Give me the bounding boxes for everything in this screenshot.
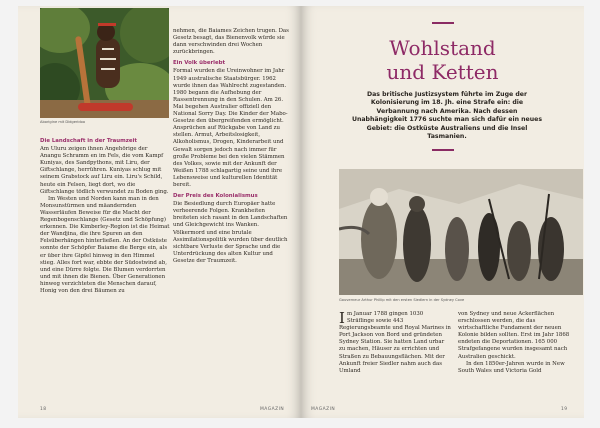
title-rule-bottom bbox=[432, 149, 454, 151]
paragraph: Im Westen und Norden kann man in den Monsunstürmen und mäandernden Wasserläufen Beweise für die Macht der Regenbogenschlange (Gesetz und Schöpfung) erkennen. Die Kimberley-Region ist die Heimat der Wandjina, die ihre Spuren an den Felsüberhängen hinterließen. An der Ostküste sonnte der Schöpfer Baiame die Berge ein, als er über ihre Gipfel hinweg in den Himmel stieg. Alles fort war, ebbte der Südostwind ab, und eine Dürre folgte. Die Blumen verdorrten und mit ihnen die Bienen. Über Generationen hinweg verzichteten die Menschen darauf, Honig von den drei Bäumen zu bbox=[40, 195, 170, 294]
right-page bbox=[301, 6, 584, 418]
section-heading: Der Preis des Kolonialismus bbox=[173, 193, 258, 200]
title-rule-top bbox=[432, 22, 454, 24]
section-heading: Ein Volk überlebt bbox=[173, 60, 226, 67]
paragraph: m Januar 1788 gingen 1030 Sträflinge sowie 443 Regierungsbeamte und Royal Marines in Port Jackson von Bord und gründeten Sydney Station. Sie hatten Land urbar zu machen, Häuser zu errichten und Straßen zu Bebauungsflächen. Mit der Ankunft freier Siedler nahm auch das Umland bbox=[339, 311, 451, 374]
aborigine-didgeridoo-photo bbox=[40, 8, 169, 118]
article-lead: Das britische Justizsystem führte im Zuge der Kolonisierung im 18. Jh. eine Strafe ein: die Verbannung nach Amerika. Nach dessen Unabhängigkeit 1776 suchte man sich dafür ein neues Gebiet: die Ostküste Australiens und die Insel Tasmanien. bbox=[351, 91, 543, 141]
paragraph: von Sydney und neue Ackerflächen erschlossen werden, die das wirtschaftliche Fundament der neuen Kolonie bilden sollten. Erst im Jahr 1868 endeten die Deportationen. 165 000 Strafgefangene wurden insgesamt nach Australien geschickt. bbox=[458, 311, 570, 360]
historical-engraving bbox=[339, 169, 583, 295]
drop-cap: I bbox=[339, 309, 345, 327]
photo-caption: Gouverneur Arthur Phillip mit den ersten Siedlern in der Sydney Cove bbox=[339, 298, 465, 302]
paragraph: nehmen, die Baiames Zeichen trugen. Das Gesetz besagt, das Bienenvolk würde sie dann verschwinden drei Wochen zurückbringen. bbox=[173, 28, 289, 56]
right-column-2 bbox=[458, 311, 576, 375]
paragraph: Die Besiedlung durch Europäer hatte verheerende Folgen. Krankheiten breiteten sich rasant in den Landschaften und Gleichgewicht ins Wanken. Völkermord und eine brutale Assimilationspolitik wurden über deutlich sichtbare Verluste der Sprache und die Unterdrückung des alten Kultur und Gesetze der Traumzeit. bbox=[173, 201, 288, 264]
photo-caption: Aborigine mit Didgeridoo bbox=[40, 120, 86, 124]
paragraph: Formal wurden die Ureinwohner im Jahr 1949 australische Staatsbürger. 1962 wurde ihnen das Wahlrecht zugestanden. 1980 begann die Aufhebung der Rassentrennung in den Schulen. Am 26. Mai begehen Australier offiziell den National Sorry Day. Die Kinder der Mabo-Gesetze den übergreifenden ermöglicht. Ansprüchen auf Rückgabe von Land zu stellen. Armut, Arbeitslosigkeit, Alkoholismus, Drogen, Kinderarbeit und Gewalt sorgen jedoch nach immer für große Probleme bei den vielen Stämmen des Volkes, sowie mit der Ankunft der Weißen 1788 schlagartig seine und ihre Lebensweise und kulturellen Identität bereit. bbox=[173, 68, 288, 188]
page-number: 18 bbox=[40, 407, 47, 412]
page-number: 19 bbox=[561, 407, 568, 412]
left-column-2 bbox=[173, 28, 291, 265]
paragraph: In den 1850er-Jahren wurde in New South Wales und Victoria Gold bbox=[458, 360, 565, 374]
footer-label: MAGAZIN bbox=[260, 407, 285, 412]
paragraph: Am Uluru zeigen ihnen Angehörige der Anangu Schramm en im Fels, die vom Kampf Kuniyas, des Sandpythons, mit Liru, der Giftschlange, herrühren. Kuniyas schlug mit seinem Grabstock auf Liru ein. Liru's Schild, heute ein Felsen, liegt dort, wo die Giftschlange tödlich verwundet zu Boden ging. bbox=[40, 146, 169, 195]
right-column-1 bbox=[339, 311, 451, 375]
section-heading: Die Landschaft in der Traumzeit bbox=[40, 138, 137, 144]
article-title-line1: Wohlstand bbox=[389, 36, 496, 60]
magazine-spread bbox=[18, 6, 584, 418]
left-column-1 bbox=[40, 134, 170, 295]
left-page bbox=[18, 6, 301, 418]
article-title-line2: und Ketten bbox=[386, 60, 499, 84]
footer-label: MAGAZIN bbox=[311, 407, 336, 412]
